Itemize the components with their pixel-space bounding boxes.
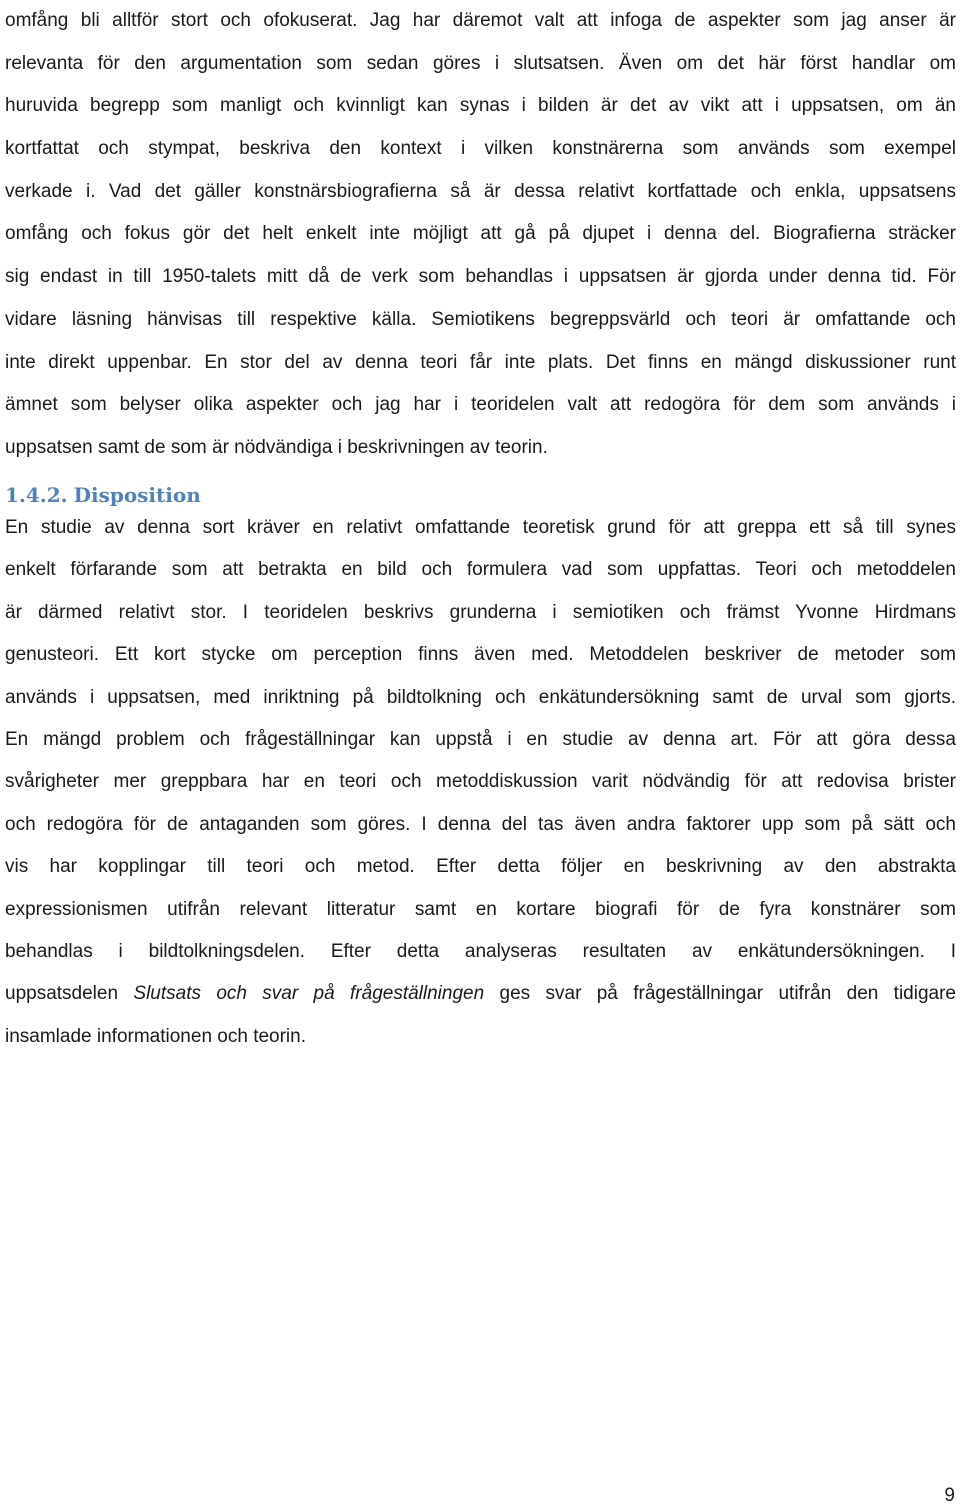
paragraph-line: kortfattat och stympat, beskriva den kontext i vilken konstnärerna som används som exempel xyxy=(5,138,956,160)
paragraph-line: omfång bli alltför stort och ofokuserat. Jag har däremot valt att infoga de aspekter som jag anser är xyxy=(5,10,956,31)
paragraph-line: En mängd problem och frågeställningar kan uppstå i en studie av denna art. För att göra dessa xyxy=(5,728,956,750)
paragraph-line: vis har kopplingar till teori och metod. Efter detta följer en beskrivning av den abstrakta xyxy=(5,856,956,878)
paragraph-disposition xyxy=(5,507,956,1058)
paragraph-line: enkelt förfarande som att betrakta en bild och formulera vad som uppfattas. Teori och metoddelen xyxy=(5,559,956,581)
paragraph-line: sig endast in till 1950-talets mitt då de verk som behandlas i uppsatsen är gjorda under denna tid. För xyxy=(5,266,956,288)
section-heading xyxy=(5,480,201,510)
paragraph-line: genusteori. Ett kort stycke om perception finns även med. Metoddelen beskriver de metoder som xyxy=(5,644,956,666)
paragraph-line: ämnet som belyser olika aspekter och jag har i teoridelen valt att redogöra för dem som används i xyxy=(5,394,956,416)
paragraph-line: används i uppsatsen, med inriktning på bildtolkning och enkätundersökning samt de urval som gjorts. xyxy=(5,686,956,708)
paragraph-line: verkade i. Vad det gäller konstnärsbiografierna så är dessa relativt kortfattade och enkla, uppsatsens xyxy=(5,180,956,202)
paragraph-line: omfång och fokus gör det helt enkelt inte möjligt att gå på djupet i denna del. Biografierna sträcker xyxy=(5,223,956,245)
text-before-italic: uppsatsdelen xyxy=(5,983,134,1005)
paragraph-line: är därmed relativt stor. I teoridelen beskrivs grunderna i semiotiken och främst Yvonne Hirdmans xyxy=(5,601,956,623)
paragraph-line: och redogöra för de antaganden som göres. I denna del tas även andra faktorer upp som på sätt och xyxy=(5,813,956,835)
paragraph-scope xyxy=(5,0,956,470)
italic-section-reference: Slutsats och svar på frågeställningen xyxy=(133,983,485,1005)
text-after-italic: ges svar på frågeställningar utifrån den tidigare xyxy=(484,983,956,1005)
section-number: 1.4.2. xyxy=(5,483,68,507)
paragraph-line: behandlas i bildtolkningsdelen. Efter detta analyseras resultaten av enkätundersökningen. I xyxy=(5,940,956,962)
paragraph-line: expressionismen utifrån relevant litteratur samt en kortare biografi för de fyra konstnärer som xyxy=(5,898,956,920)
paragraph-line: svårigheter mer greppbara har en teori och metoddiskussion varit nödvändig för att redovisa brister xyxy=(5,771,956,793)
paragraph-line-with-italic xyxy=(5,973,956,1015)
paragraph-line: vidare läsning hänvisas till respektive källa. Semiotikens begreppsvärld och teori är omfattande och xyxy=(5,308,956,330)
page-number: 9 xyxy=(944,1485,955,1506)
paragraph-line: uppsatsen samt de som är nödvändiga i beskrivningen av teorin. xyxy=(5,436,548,458)
section-title: Disposition xyxy=(73,483,201,507)
paragraph-line: relevanta för den argumentation som sedan göres i slutsatsen. Även om det här först handlar om xyxy=(5,52,956,74)
paragraph-line: inte direkt uppenbar. En stor del av denna teori får inte plats. Det finns en mängd diskussioner runt xyxy=(5,351,956,373)
paragraph-line: huruvida begrepp som manligt och kvinnligt kan synas i bilden är det av vikt att i uppsatsen, om än xyxy=(5,95,956,117)
paragraph-line: insamlade informationen och teorin. xyxy=(5,1025,307,1047)
paragraph-line: En studie av denna sort kräver en relativt omfattande teoretisk grund för att greppa ett så till synes xyxy=(5,517,956,538)
